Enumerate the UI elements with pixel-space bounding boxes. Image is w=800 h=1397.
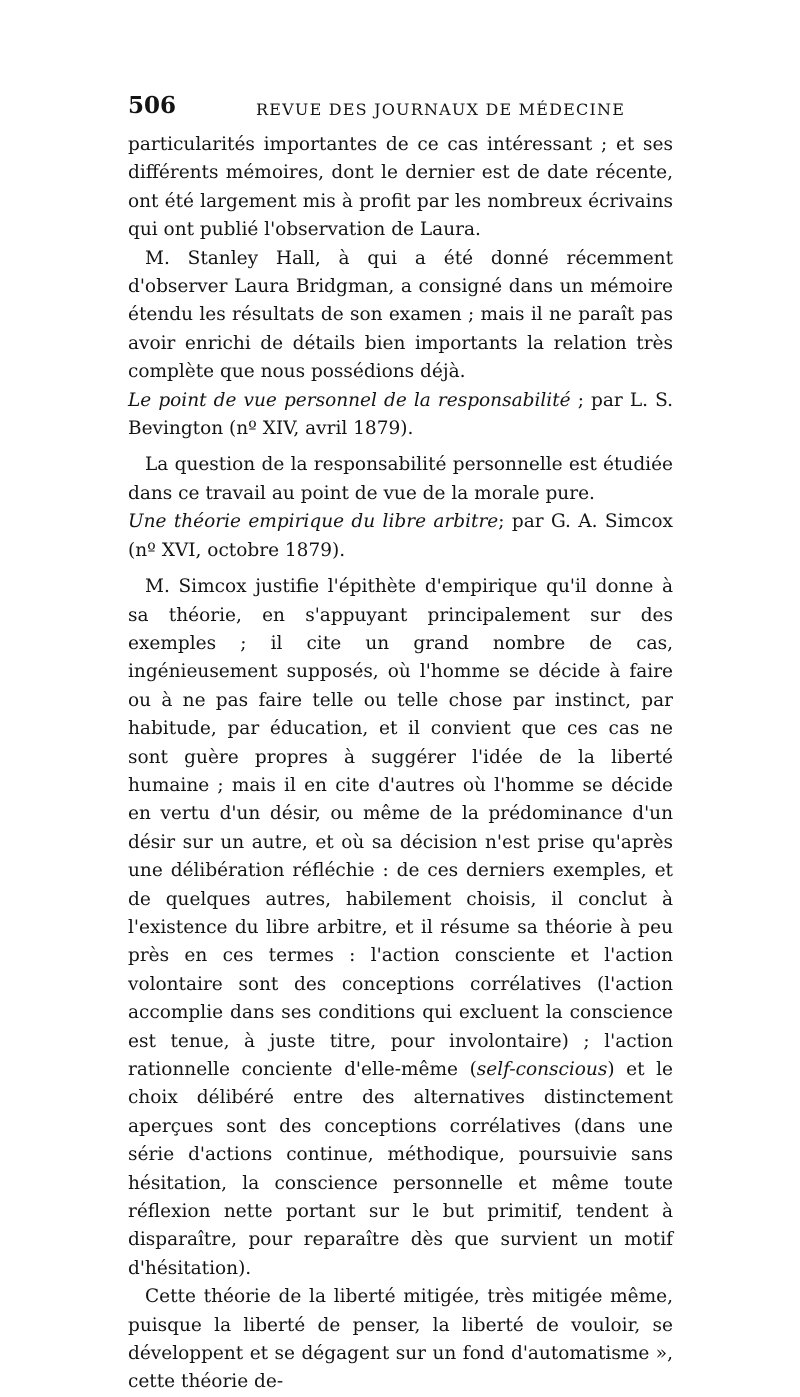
page-body: [128, 131, 673, 1397]
page-number: 506: [128, 92, 177, 119]
entry-author: ; par L. S. Bevington (nº XIV, avril 1879).: [128, 389, 673, 440]
review-entry-bevington: [128, 387, 673, 444]
entry-author: ; par G. A. Simcox (nº XVI, octobre 1879).: [128, 511, 673, 561]
paragraph-text: ) et le choix délibéré entre des alternatives distinctement aperçues sont des conceptions corrélatives (dans une série d'actions continue, méthodique, poursuivie sans hésitation, la conscience personnelle et même toute réflexion nette portant sur le but primitif, tendent à disparaître, pour reparaître dès que survient un motif d'hésitation).: [128, 1059, 674, 1279]
page-header: [128, 92, 673, 126]
paragraph-stanley-hall: M. Stanley Hall, à qui a été donné récemment d'observer Laura Bridgman, a consigné dans un mémoire étendu les résultats de son examen ; mais il ne paraît pas avoir enrichi de détails bien importants la relation très complète que nous possédions déjà.: [128, 247, 673, 383]
entry-title: Le point de vue personnel de la responsabilité: [128, 389, 571, 411]
running-head: REVUE DES JOURNAUX DE MÉDECINE: [256, 100, 626, 119]
paragraph-simcox-theory: [128, 573, 673, 1283]
paragraph-liberte-mitigee: Cette théorie de la liberté mitigée, très mitigée même, puisque la liberté de penser, la liberté de vouloir, se développent et se dégagent sur un fond d'automatisme », cette théorie de-: [128, 1286, 673, 1393]
entry-title: Une théorie empirique du libre arbitre: [128, 511, 499, 533]
paragraph-text: M. Simcox justifie l'épithète d'empirique qu'il donne à sa théorie, en s'appuyant principalement sur des exemples ; il cite un grand nombre de cas, ingénieusement supposés, où l'homme se décide à faire ou à ne pas faire telle ou telle chose par instinct, par habitude, par éducation, et il convient que ces cas ne sont guère propres à suggérer l'idée de la liberté humaine ; mais il en cite d'autres où l'homme se décide en vertu d'un désir, ou même de la prédominance d'un désir sur un autre, et où sa décision n'est prise qu'après une délibération réfléchie : de ces derniers exemples, et de quelques autres, habilement choisis, il conclut à l'existence du libre arbitre, et il résume sa théorie à peu près en ces termes : l'action consciente et l'action volontaire sont des conceptions corrélatives (l'action accomplie dans ses conditions qui excluent la conscience est tenue, à juste titre, pour involontaire) ; l'action rationnelle conciente d'elle-même (: [128, 576, 673, 1080]
paragraph-laura-continued: particularités importantes de ce cas intéressant ; et ses différents mémoires, dont le dernier est de date récente, ont été largement mis à profit par les nombreux écrivains qui ont publié l'observation de Laura.: [128, 134, 673, 241]
paragraph-responsabilite: La question de la responsabilité personnelle est étudiée dans ce travail au point de vue de la morale pure.: [128, 454, 673, 504]
paragraph-italic-term: self-conscious: [476, 1059, 608, 1080]
review-entry-simcox: [128, 508, 673, 565]
